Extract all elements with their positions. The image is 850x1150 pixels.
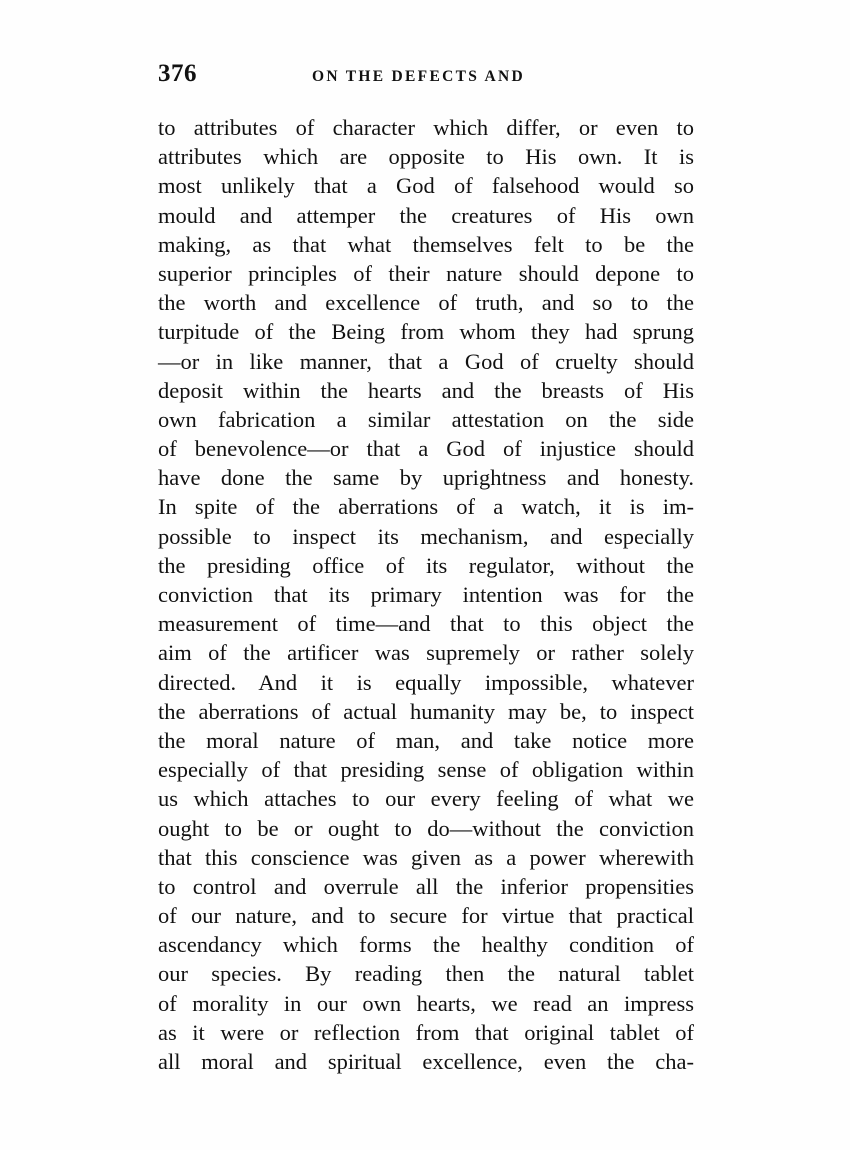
text-line: mould and attemper the creatures of His own	[158, 202, 694, 228]
text-line: ought to be or ought to do—without the conviction	[158, 815, 694, 841]
text-line: especially of that presiding sense of obligation within	[158, 757, 694, 783]
text-line: most unlikely that a God of falsehood would so	[158, 173, 694, 199]
text-line: to control and overrule all the inferior propensities	[158, 873, 694, 899]
body-text	[158, 113, 694, 1076]
text-line: of our nature, and to secure for virtue that practical	[158, 903, 694, 929]
page-header	[158, 60, 698, 100]
text-line: —or in like manner, that a God of cruelty should	[158, 348, 694, 374]
text-line: turpitude of the Being from whom they had sprung	[158, 319, 694, 345]
text-line: deposit within the hearts and the breasts of His	[158, 377, 694, 403]
text-line: have done the same by uprightness and honesty.	[158, 465, 694, 491]
text-line: aim of the artificer was supremely or rather solely	[158, 640, 694, 666]
page-number: 376	[158, 60, 197, 87]
text-line: In spite of the aberrations of a watch, it is im-	[158, 494, 694, 520]
running-title: ON THE DEFECTS AND	[312, 68, 525, 85]
text-line: making, as that what themselves felt to be the	[158, 231, 694, 257]
text-line: possible to inspect its mechanism, and especially	[158, 523, 694, 549]
text-line: attributes which are opposite to His own. It is	[158, 144, 694, 170]
text-line: our species. By reading then the natural tablet	[158, 961, 694, 987]
text-line: to attributes of character which differ, or even to	[158, 115, 694, 140]
text-line: of benevolence—or that a God of injustice should	[158, 436, 694, 462]
text-line: superior principles of their nature should depone to	[158, 260, 694, 286]
text-line: us which attaches to our every feeling of what we	[158, 786, 694, 812]
text-line: own fabrication a similar attestation on the side	[158, 406, 694, 432]
text-line: the moral nature of man, and take notice more	[158, 727, 694, 753]
text-line: directed. And it is equally impossible, whatever	[158, 669, 694, 695]
text-line: that this conscience was given as a power wherewith	[158, 844, 694, 870]
text-line: as it were or reflection from that original tablet of	[158, 1019, 694, 1045]
text-line: the worth and excellence of truth, and so to the	[158, 290, 694, 316]
text-line: the presiding office of its regulator, without the	[158, 552, 694, 578]
text-line: all moral and spiritual excellence, even the cha-	[158, 1049, 694, 1074]
text-line: the aberrations of actual humanity may be, to inspect	[158, 698, 694, 724]
text-line: ascendancy which forms the healthy condition of	[158, 932, 694, 958]
text-line: measurement of time—and that to this object the	[158, 611, 694, 637]
text-line: conviction that its primary intention was for the	[158, 582, 694, 607]
text-line: of morality in our own hearts, we read an impress	[158, 990, 694, 1016]
